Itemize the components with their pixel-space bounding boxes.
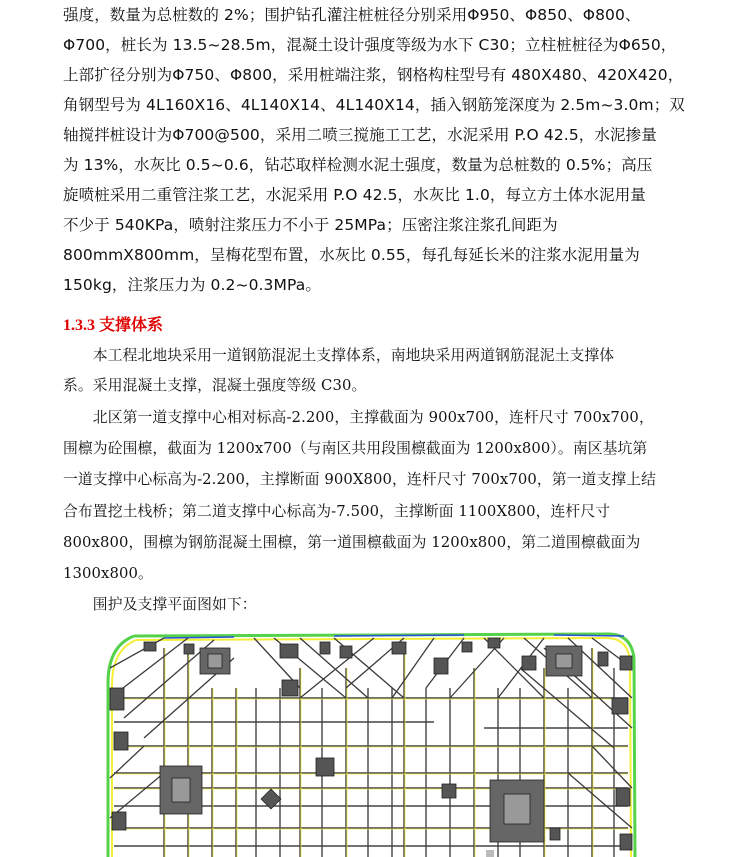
text-line: 为 13%，水灰比 0.5~0.6，钻芯取样检测水泥土强度，数量为总桩数的 0.5%；高压: [63, 156, 653, 174]
text-line: 围檩为砼围檩，截面为 1200x700（与南区共用段围檩截面为 1200x800）。南区基坑第: [63, 440, 648, 457]
text-line: 本工程北地块采用一道钢筋混泥土支撑体系，南地块采用两道钢筋混泥土支撑体: [63, 347, 615, 364]
strut-grid-highlight: [114, 648, 628, 857]
text-line: 旋喷桩采用二重管注浆工艺，水泥采用 P.O 42.5，水灰比 1.0，每立方土体水泥用量: [63, 186, 646, 204]
text-line: 角钢型号为 4L160X16、4L140X14、4L140X14，插入钢筋笼深度为 2.5m~3.0m；双: [63, 96, 685, 114]
text-line: 合布置挖土栈桥；第二道支撑中心标高为-7.500，主撑断面 1100X800，连杆尺寸: [63, 503, 611, 520]
text-line: 不少于 540KPa，喷射注浆压力不小于 25MPa；压密注浆注浆孔间距为: [63, 216, 558, 234]
text-line: 一道支撑中心标高为-2.200，主撑断面 900X800，连杆尺寸 700x700，第一道支撑上结: [63, 471, 657, 488]
text-line: 1300x800。: [63, 565, 153, 582]
section-heading: 1.3.3 支撑体系: [63, 317, 164, 334]
text-line: 系。采用混凝土支撑，混凝土强度等级 C30。: [63, 377, 367, 394]
text-line: 北区第一道支撑中心相对标高-2.200，主撑截面为 900x700，连杆尺寸 700x700，: [63, 409, 654, 426]
text-line: 150kg，注浆压力为 0.2~0.3MPa。: [63, 276, 321, 294]
figure-intro: 围护及支撑平面图如下：: [63, 596, 257, 613]
page-corner-mark: [486, 850, 494, 857]
text-line: 强度，数量为总桩数的 2%；围护钻孔灌注桩桩径分别采用Φ950、Φ850、Φ800、: [63, 6, 641, 24]
text-line: 800x800，围檩为钢筋混凝土围檩，第一道围檩截面为 1200x800，第二道围檩截面为: [63, 534, 641, 551]
text-line: 轴搅拌桩设计为Φ700@500，采用二喷三搅施工工艺，水泥采用 P.O 42.5，水泥掺量: [63, 126, 657, 144]
text-line: Φ700，桩长为 13.5~28.5m，混凝土设计强度等级为水下 C30；立柱桩桩径为Φ650，: [63, 36, 677, 54]
text-line: 800mmX800mm，呈梅花型布置，水灰比 0.55，每孔每延长米的注浆水泥用量为: [63, 246, 640, 264]
strut-grid: [114, 648, 628, 857]
text-line: 上部扩径分别为Φ750、Φ800，采用桩端注浆，钢格构柱型号有 480X480、420X420，: [63, 66, 684, 84]
support-plan-drawing: [104, 628, 638, 857]
